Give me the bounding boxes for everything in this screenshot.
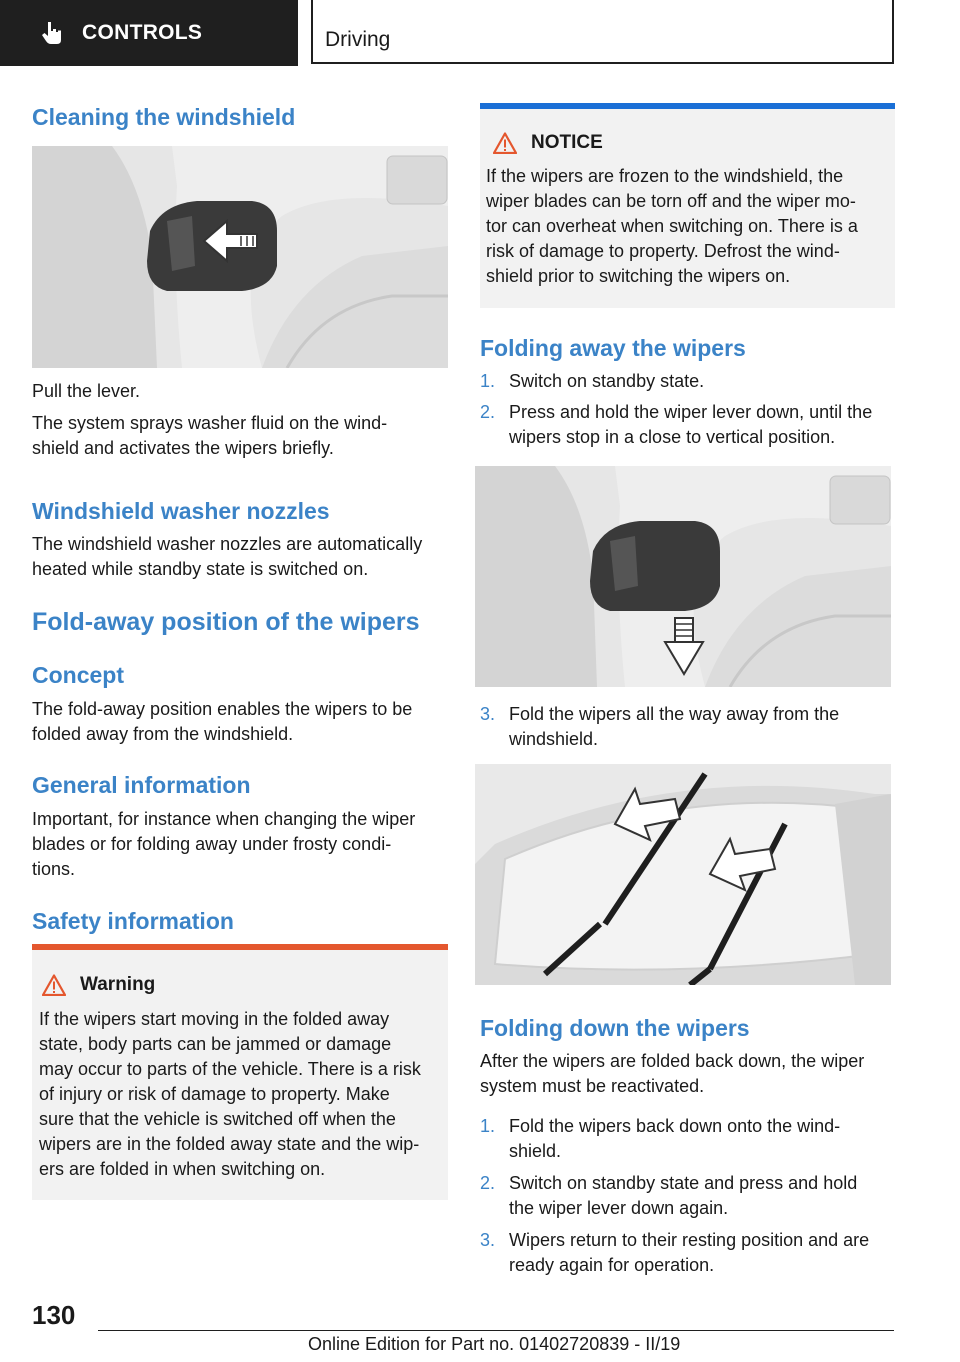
notice-text (486, 164, 858, 289)
step-number: 1. (480, 371, 496, 391)
warning-line: state, body parts can be jammed or damage (39, 1034, 392, 1054)
step-text: Wipers return to their resting position and are (509, 1230, 870, 1250)
folding-away-title: Folding away the wipers (480, 335, 746, 361)
warning-line: sure that the vehicle is switched off when the (39, 1109, 396, 1129)
folding-down-title: Folding down the wipers (480, 1015, 750, 1041)
step-text: the wiper lever down again. (509, 1198, 729, 1218)
step-number: 3. (480, 704, 496, 724)
notice-bar (480, 103, 895, 109)
warning-bar (32, 944, 448, 950)
concept-title: Concept (32, 662, 124, 688)
list-item (480, 1114, 895, 1164)
notice-line: shield prior to switching the wipers on. (486, 266, 791, 286)
nozzles-title: Windshield washer nozzles (32, 498, 330, 524)
safety-title: Safety information (32, 908, 234, 934)
step-text: Fold the wipers all the way away from the (509, 704, 840, 724)
list-item (480, 1171, 895, 1221)
step-text: Switch on standby state and press and hold (509, 1173, 858, 1193)
step-text: ready again for operation. (509, 1255, 715, 1275)
step-number: 2. (480, 402, 496, 422)
step-number: 2. (480, 1173, 496, 1193)
warning-title: Warning (80, 974, 156, 995)
folding-away-steps (480, 369, 895, 450)
header-section: Driving (325, 28, 391, 51)
warning-heading (42, 974, 155, 996)
header-category-tab (0, 0, 298, 66)
wipers-fold-figure (475, 764, 891, 985)
folding-down-line2: system must be reactivated. (480, 1076, 705, 1096)
step-number: 1. (480, 1116, 496, 1136)
warning-text (39, 1007, 421, 1182)
cleaning-title: Cleaning the windshield (32, 104, 296, 130)
list-item (480, 1228, 895, 1278)
step-text: Press and hold the wiper lever down, until the (509, 402, 873, 422)
footer-edition: Online Edition for Part no. 01402720839 - II/19 (308, 1334, 681, 1354)
lever-down-figure (475, 466, 891, 687)
notice-line: risk of damage to property. Defrost the wind- (486, 241, 840, 261)
header-section-frame (311, 0, 894, 64)
cleaning-p1: Pull the lever. (32, 381, 141, 401)
warning-line: of injury or risk of damage to property. Make (39, 1084, 390, 1104)
folding-down-steps (480, 1114, 895, 1278)
notice-box (480, 103, 895, 308)
notice-heading (493, 132, 603, 154)
warning-triangle-icon (42, 974, 66, 996)
step-text: shield. (509, 1141, 562, 1161)
lever-pull-figure (32, 146, 448, 368)
step-text: Switch on standby state. (509, 371, 705, 391)
list-item (480, 369, 895, 394)
notice-title: NOTICE (531, 132, 603, 153)
footer-divider (98, 1330, 894, 1331)
step-text: Fold the wipers back down onto the wind- (509, 1116, 841, 1136)
notice-line: tor can overheat when switching on. There is a (486, 216, 858, 236)
warning-box (32, 944, 448, 1200)
list-item (480, 702, 895, 752)
page-number: 130 (32, 1300, 76, 1330)
cleaning-p2-line2: shield and activates the wipers briefly. (32, 438, 334, 458)
step-number: 3. (480, 1230, 496, 1250)
hand-pointer-icon (40, 20, 66, 46)
general-line3: tions. (32, 859, 76, 879)
list-item (480, 400, 895, 450)
concept-line1: The fold-away position enables the wipers to be (32, 699, 413, 719)
foldaway-title: Fold-away position of the wipers (32, 608, 420, 636)
general-line2: blades or for folding away under frosty condi- (32, 834, 392, 854)
notice-line: wiper blades can be torn off and the wiper mo- (486, 191, 856, 211)
concept-line2: folded away from the windshield. (32, 724, 294, 744)
warning-line: ers are folded in when switching on. (39, 1159, 326, 1179)
warning-line: If the wipers start moving in the folded away (39, 1009, 390, 1029)
header-category: CONTROLS (82, 21, 203, 44)
step-text: windshield. (509, 729, 599, 749)
folding-down-line1: After the wipers are folded back down, the wiper (480, 1051, 865, 1071)
warning-line: wipers are in the folded away state and the wip- (39, 1134, 420, 1154)
warning-triangle-icon (493, 132, 517, 154)
nozzles-line1: The windshield washer nozzles are automatically (32, 534, 423, 554)
general-title: General information (32, 772, 251, 798)
step-text: wipers stop in a close to vertical position. (509, 427, 836, 447)
nozzles-line2: heated while standby state is switched on. (32, 559, 369, 579)
folding-away-step3 (480, 702, 895, 752)
notice-line: If the wipers are frozen to the windshield, the (486, 166, 844, 186)
cleaning-p2-line1: The system sprays washer fluid on the wind- (32, 413, 388, 433)
warning-line: may occur to parts of the vehicle. There is a risk (39, 1059, 421, 1079)
general-line1: Important, for instance when changing the wiper (32, 809, 416, 829)
